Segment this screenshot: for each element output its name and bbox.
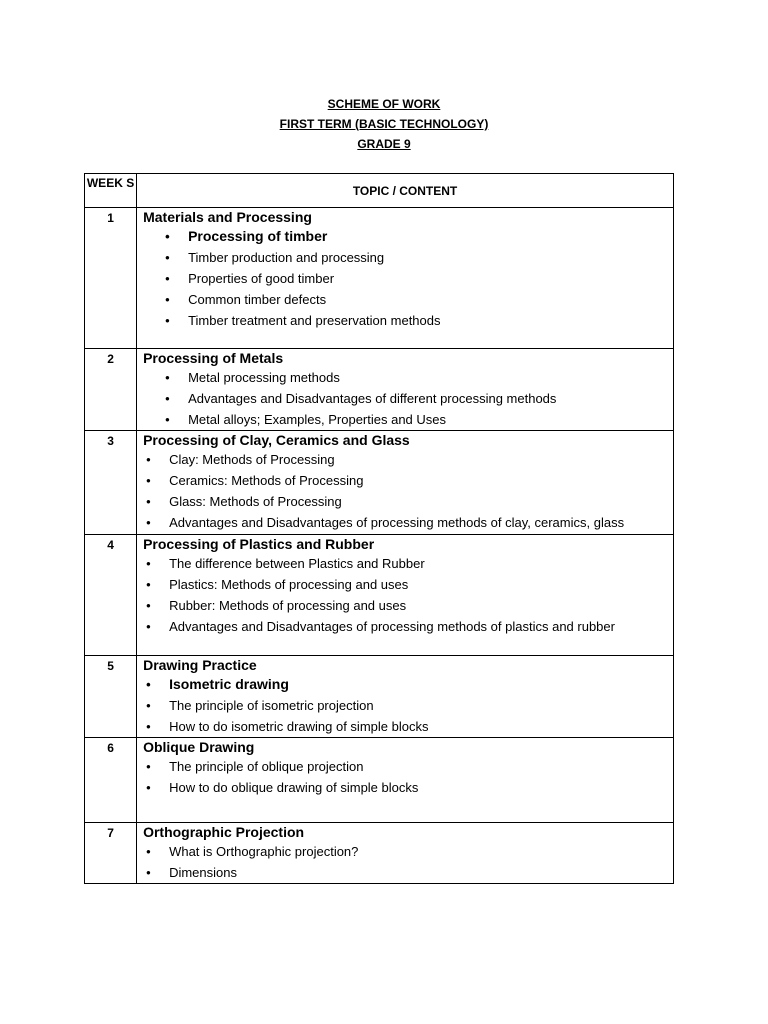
bullet-icon: • (146, 452, 151, 467)
list-item-text: How to do oblique drawing of simple blocks (169, 780, 419, 795)
list-item-text: Rubber: Methods of processing and uses (169, 598, 407, 613)
bullet-icon: • (165, 370, 170, 385)
bullet-icon: • (146, 473, 151, 488)
header-topic-content: TOPIC / CONTENT (137, 174, 674, 208)
topic-title: Oblique Drawing (143, 739, 255, 755)
bullet-icon: • (146, 515, 151, 530)
list-item (143, 449, 673, 470)
bullet-icon: • (146, 719, 151, 734)
week-number: 5 (85, 656, 137, 738)
table-row (85, 823, 674, 884)
list-item (143, 616, 673, 637)
list-item (143, 574, 673, 595)
list-item-text: Ceramics: Methods of Processing (169, 473, 364, 488)
topic-title: Drawing Practice (143, 657, 257, 673)
topic-list (143, 226, 673, 331)
list-item-text: How to do isometric drawing of simple blocks (169, 719, 429, 734)
list-item-text: Metal alloys; Examples, Properties and Uses (188, 412, 447, 427)
table-row (85, 535, 674, 656)
list-item-text: Isometric drawing (169, 676, 289, 692)
list-item (143, 388, 673, 409)
table-row (85, 656, 674, 738)
week-number: 1 (85, 208, 137, 349)
header-week: WEEK S (85, 174, 137, 208)
topic-list (143, 841, 673, 883)
list-item-text: Glass: Methods of Processing (169, 494, 342, 509)
topic-title: Processing of Plastics and Rubber (143, 536, 375, 552)
bullet-icon: • (146, 698, 151, 713)
list-item (143, 674, 673, 695)
list-item (143, 553, 673, 574)
topic-cell (137, 431, 674, 535)
list-item (143, 841, 673, 862)
list-item-text: Metal processing methods (188, 370, 340, 385)
list-item (143, 289, 673, 310)
week-number: 2 (85, 349, 137, 431)
list-item-text: The difference between Plastics and Rubber (169, 556, 425, 571)
list-item (143, 862, 673, 883)
bullet-icon: • (146, 556, 151, 571)
list-item-text: Plastics: Methods of processing and uses (169, 577, 409, 592)
topic-cell (137, 738, 674, 823)
bullet-icon: • (146, 577, 151, 592)
list-item (143, 595, 673, 616)
list-item (143, 756, 673, 777)
list-item (143, 777, 673, 798)
list-item-text: Advantages and Disadvantages of processing methods of clay, ceramics, glass (169, 515, 625, 530)
list-item-text: What is Orthographic projection? (169, 844, 359, 859)
week-number: 7 (85, 823, 137, 884)
bullet-icon: • (146, 844, 151, 859)
bullet-icon: • (165, 250, 170, 265)
table-header-row (85, 174, 674, 208)
bullet-icon: • (146, 598, 151, 613)
list-item (143, 716, 673, 737)
table-row (85, 349, 674, 431)
week-number: 3 (85, 431, 137, 535)
list-item-text: Advantages and Disadvantages of processing methods of plastics and rubber (169, 619, 615, 634)
topic-cell (137, 535, 674, 656)
topic-list (143, 756, 673, 798)
topic-title: Processing of Metals (143, 350, 284, 366)
topic-cell (137, 208, 674, 349)
list-item (143, 247, 673, 268)
topic-title: Materials and Processing (143, 209, 312, 225)
list-item-text: The principle of oblique projection (169, 759, 364, 774)
bullet-icon: • (146, 619, 151, 634)
list-item (143, 512, 673, 533)
list-item-text: Processing of timber (188, 228, 328, 244)
table-row (85, 431, 674, 535)
topic-cell (137, 656, 674, 738)
topic-list (143, 674, 673, 737)
bullet-icon: • (146, 759, 151, 774)
bullet-icon: • (146, 780, 151, 795)
topic-title: Processing of Clay, Ceramics and Glass (143, 432, 410, 448)
bullet-icon: • (165, 412, 170, 427)
bullet-icon: • (165, 271, 170, 286)
list-item (143, 268, 673, 289)
topic-cell (137, 823, 674, 884)
title-grade: GRADE 9 (357, 137, 411, 151)
table-row (85, 738, 674, 823)
week-number: 4 (85, 535, 137, 656)
list-item-text: Common timber defects (188, 292, 327, 307)
list-item (143, 409, 673, 430)
bullet-icon: • (146, 677, 151, 692)
topic-title: Orthographic Projection (143, 824, 305, 840)
list-item (143, 310, 673, 331)
scheme-table (84, 173, 674, 884)
bullet-icon: • (146, 494, 151, 509)
topic-cell (137, 349, 674, 431)
topic-list (143, 367, 673, 430)
list-item-text: Dimensions (169, 865, 237, 880)
week-number: 6 (85, 738, 137, 823)
bullet-icon: • (165, 313, 170, 328)
bullet-icon: • (165, 391, 170, 406)
list-item (143, 226, 673, 247)
list-item-text: Timber treatment and preservation methods (188, 313, 441, 328)
list-item-text: Clay: Methods of Processing (169, 452, 335, 467)
table-row (85, 208, 674, 349)
list-item (143, 491, 673, 512)
bullet-icon: • (165, 229, 170, 244)
document-title-block (0, 94, 768, 154)
list-item (143, 367, 673, 388)
bullet-icon: • (146, 865, 151, 880)
list-item-text: The principle of isometric projection (169, 698, 374, 713)
list-item-text: Timber production and processing (188, 250, 385, 265)
topic-list (143, 449, 673, 533)
list-item-text: Properties of good timber (188, 271, 335, 286)
list-item-text: Advantages and Disadvantages of different processing methods (188, 391, 557, 406)
list-item (143, 470, 673, 491)
title-term-subject: FIRST TERM (BASIC TECHNOLOGY) (279, 117, 489, 131)
bullet-icon: • (165, 292, 170, 307)
topic-list (143, 553, 673, 637)
title-scheme-of-work: SCHEME OF WORK (327, 97, 441, 111)
list-item (143, 695, 673, 716)
